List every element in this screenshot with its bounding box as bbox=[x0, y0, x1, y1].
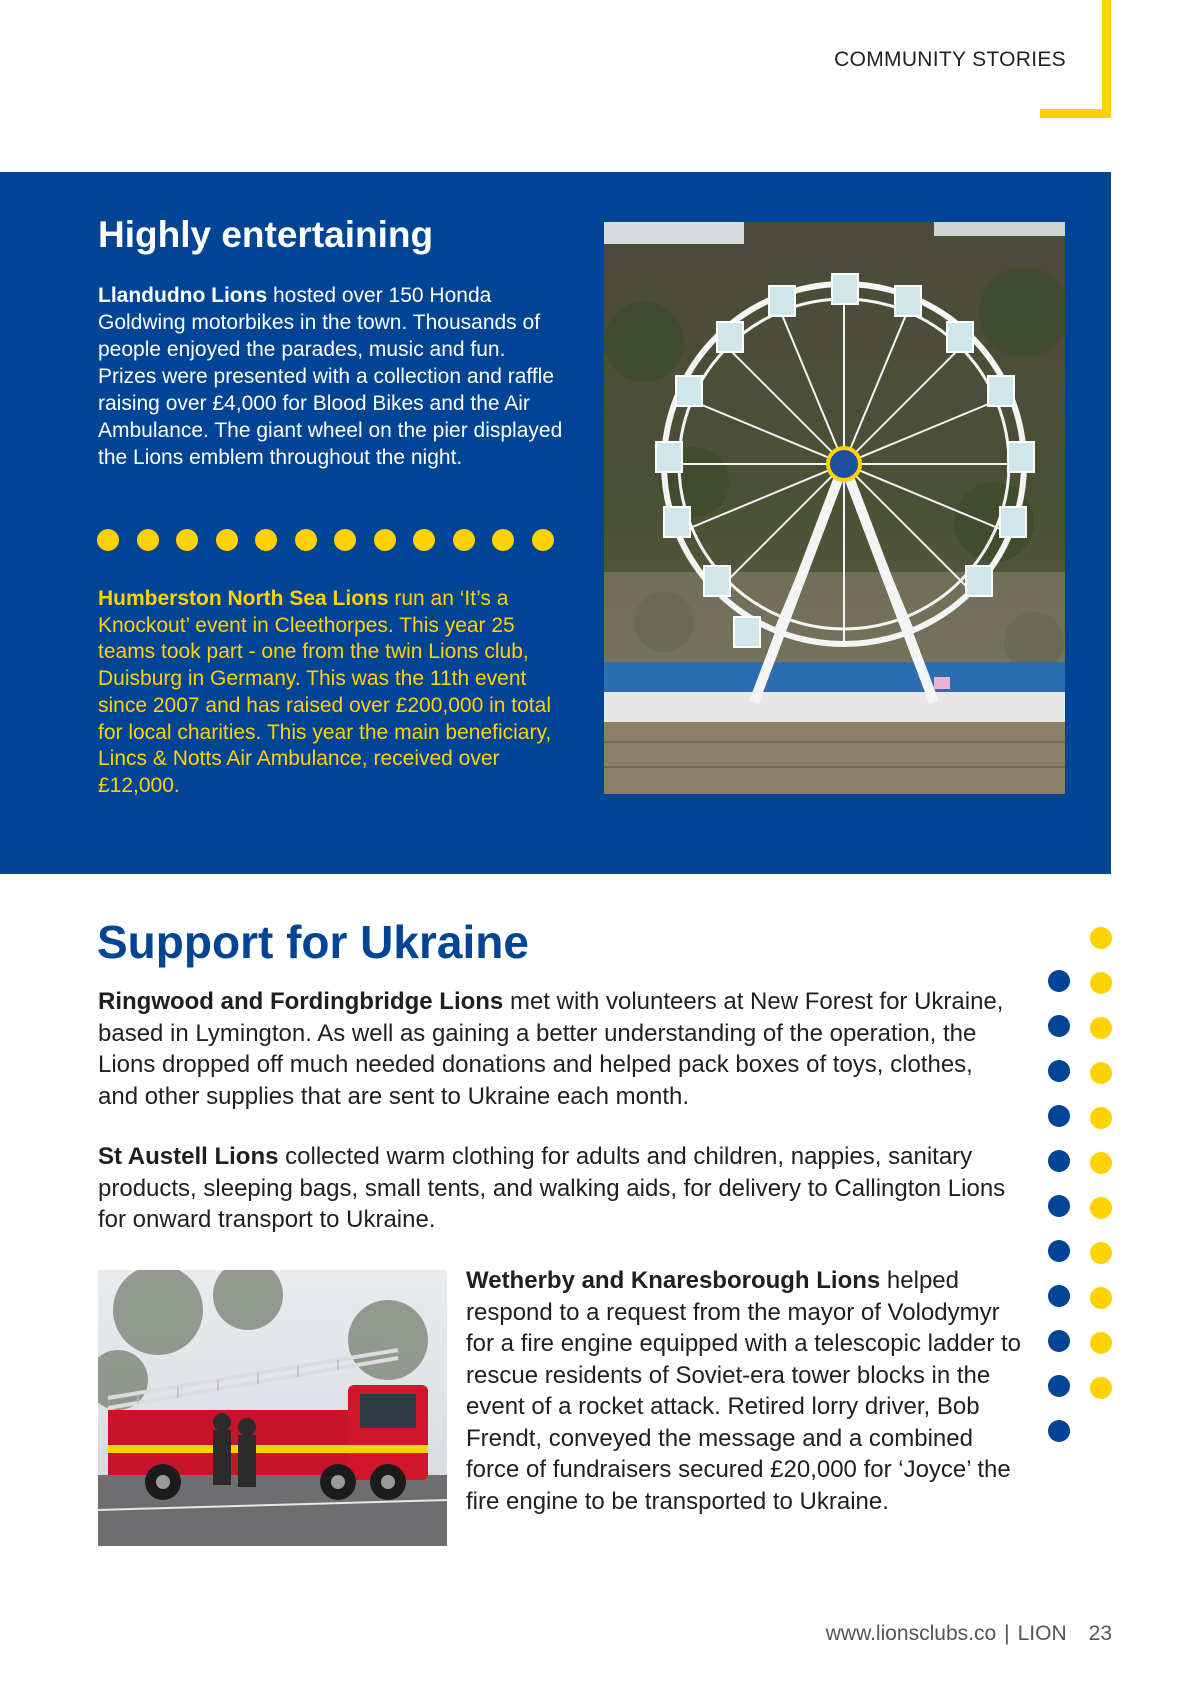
yellow-dot bbox=[1090, 1377, 1112, 1399]
yellow-dot bbox=[532, 529, 554, 551]
blue-dot bbox=[1048, 1285, 1070, 1307]
blue-dot bbox=[1048, 1195, 1070, 1217]
story-text: hosted over 150 Honda Goldwing motorbikes in the town. Thousands of people enjoyed the parades, music and fun. Prizes were presented with a collection and raffle raising over £4,000 for Blood Bikes and the Air Ambulance. The giant wheel on the pier displayed the Lions emblem throughout the night. bbox=[98, 284, 563, 469]
blue-dot bbox=[1048, 1015, 1070, 1037]
yellow-dot bbox=[137, 529, 159, 551]
club-name: Ringwood and Fordingbridge Lions bbox=[98, 988, 504, 1015]
yellow-dot bbox=[1090, 1017, 1112, 1039]
footer-separator: | bbox=[1004, 1622, 1010, 1645]
corner-bracket-horizontal bbox=[1040, 109, 1111, 118]
section-title: Support for Ukraine bbox=[97, 916, 529, 968]
wetherby-story bbox=[466, 1265, 1026, 1517]
panel-title: Highly entertaining bbox=[98, 214, 434, 255]
yellow-dot bbox=[295, 529, 317, 551]
yellow-dot bbox=[97, 529, 119, 551]
club-name: St Austell Lions bbox=[98, 1143, 279, 1170]
yellow-dot bbox=[413, 529, 435, 551]
yellow-dot bbox=[1090, 927, 1112, 949]
blue-dot bbox=[1048, 1375, 1070, 1397]
humberston-story bbox=[98, 586, 568, 800]
blue-dot bbox=[1048, 1060, 1070, 1082]
yellow-dot bbox=[334, 529, 356, 551]
yellow-dot bbox=[1090, 1197, 1112, 1219]
yellow-dot bbox=[1090, 1107, 1112, 1129]
yellow-dot bbox=[1090, 1062, 1112, 1084]
llandudno-story bbox=[98, 282, 568, 471]
yellow-dot-column bbox=[1090, 927, 1112, 1399]
yellow-dot bbox=[255, 529, 277, 551]
story-text: helped respond to a request from the mayor of Volodymyr for a fire engine equipped with a telescopic ladder to rescue residents of Soviet-era tower blocks in the event of a rocket attack. Retired lorry driver, Bob Frendt, conveyed the message and a combined force of fundraisers secured £20,000 for ‘Joyce’ the fire engine to be transported to Ukraine. bbox=[466, 1267, 1022, 1515]
yellow-dot bbox=[453, 529, 475, 551]
yellow-dot bbox=[1090, 1242, 1112, 1264]
fire-engine-photo bbox=[98, 1270, 447, 1546]
yellow-dot bbox=[176, 529, 198, 551]
story-text: met with volunteers at New Forest for Ukraine, based in Lymington. As well as gaining a better understanding of the operation, the Lions dropped off much needed donations and helped pack boxes of toys, clothes, and other supplies that are sent to Ukraine each month. bbox=[98, 988, 1004, 1110]
dot-divider bbox=[97, 529, 554, 551]
story-text: collected warm clothing for adults and children, nappies, sanitary products, sleeping bags, small tents, and walking aids, for delivery to Callington Lions for onward transport to Ukraine. bbox=[98, 1143, 1006, 1233]
corner-bracket-vertical bbox=[1102, 0, 1111, 118]
yellow-dot bbox=[1090, 1152, 1112, 1174]
ferris-wheel-photo bbox=[604, 222, 1065, 794]
blue-dot bbox=[1048, 1420, 1070, 1442]
club-name: Humberston North Sea Lions bbox=[98, 587, 389, 610]
yellow-dot bbox=[492, 529, 514, 551]
blue-dot bbox=[1048, 1150, 1070, 1172]
yellow-dot bbox=[216, 529, 238, 551]
magazine-name: LION bbox=[1017, 1622, 1067, 1645]
blue-dot bbox=[1048, 1240, 1070, 1262]
yellow-dot bbox=[374, 529, 396, 551]
ringwood-story bbox=[98, 986, 1018, 1112]
story-text: run an ‘It’s a Knockout’ event in Cleethorpes. This year 25 teams took part - one from the twin Lions club, Duisburg in Germany. This was the 11th event since 2007 and has raised over £200,000 in total for local charities. This year the main beneficiary, Lincs & Notts Air Ambulance, received over £12,000. bbox=[98, 587, 552, 797]
page-number: 23 bbox=[1088, 1622, 1112, 1645]
club-name: Llandudno Lions bbox=[98, 284, 268, 307]
yellow-dot bbox=[1090, 1287, 1112, 1309]
yellow-dot bbox=[1090, 972, 1112, 994]
club-name: Wetherby and Knaresborough Lions bbox=[466, 1267, 881, 1294]
blue-dot bbox=[1048, 970, 1070, 992]
yellow-dot bbox=[1090, 1332, 1112, 1354]
blue-dot-column bbox=[1048, 970, 1070, 1442]
blue-dot bbox=[1048, 1330, 1070, 1352]
blue-dot bbox=[1048, 1105, 1070, 1127]
section-label: COMMUNITY STORIES bbox=[834, 48, 1066, 71]
page-footer bbox=[700, 1622, 1112, 1646]
st-austell-story bbox=[98, 1141, 1018, 1236]
footer-url: www.lionsclubs.co bbox=[825, 1622, 997, 1645]
